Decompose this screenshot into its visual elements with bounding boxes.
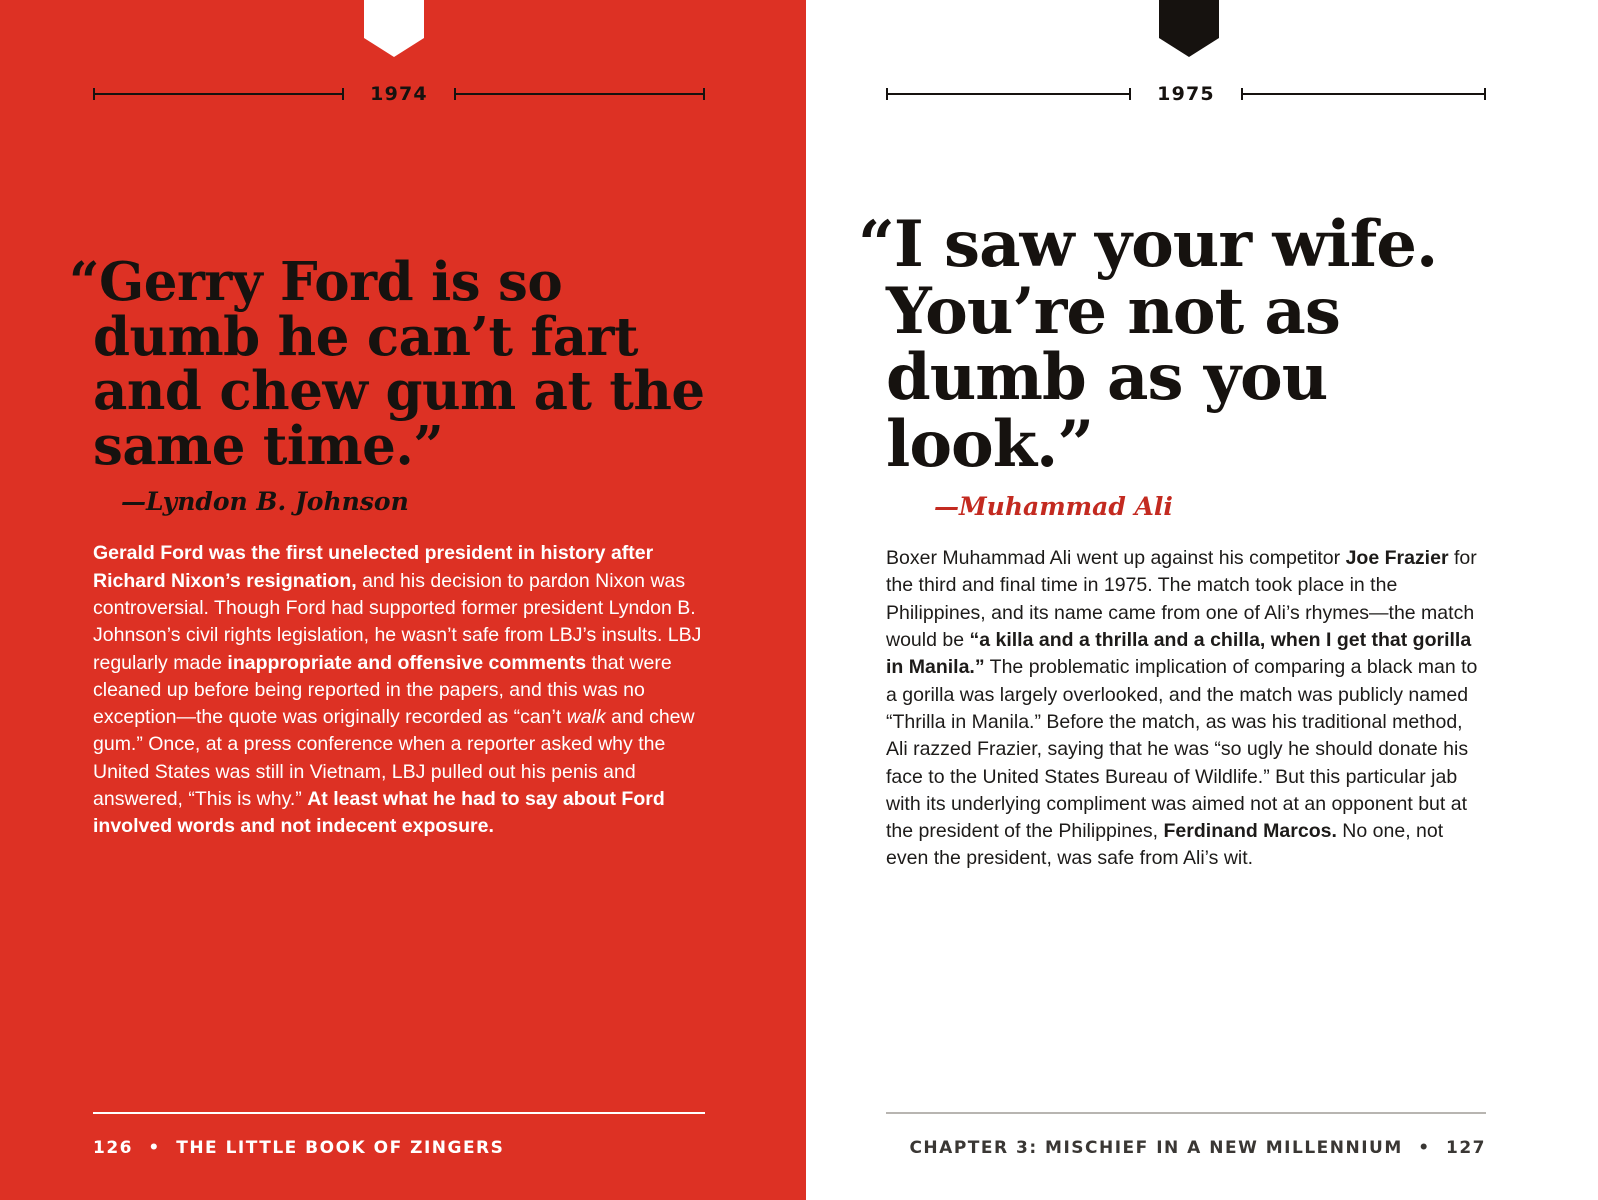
right-page: [806, 0, 1598, 1200]
page-number: 126: [93, 1138, 133, 1158]
year-label: 1974: [370, 83, 428, 105]
ribbon-notch: [1159, 38, 1219, 57]
footer-separator: •: [148, 1138, 161, 1158]
bookmark-ribbon-icon: [364, 0, 424, 56]
page-number: 127: [1446, 1138, 1486, 1158]
footer-text: [909, 1138, 1486, 1158]
bookmark-ribbon-icon: [1159, 0, 1219, 56]
ribbon-notch: [364, 38, 424, 57]
year-label: 1975: [1157, 83, 1215, 105]
pull-quote: “I saw your wife. You’re not as dumb as you look.”: [858, 207, 1438, 482]
year-rule-left: [886, 93, 1131, 95]
ribbon-body: [1159, 0, 1219, 38]
chapter-title: CHAPTER 3: MISCHIEF IN A NEW MILLENNIUM: [909, 1138, 1403, 1158]
year-header-right: [886, 82, 1486, 106]
year-rule-right: [454, 93, 705, 95]
pull-quote: “Gerry Ford is so dumb he can’t fart and chew gum at the same time.”: [69, 251, 705, 477]
ribbon-body: [364, 0, 424, 38]
year-rule-right: [1241, 93, 1486, 95]
book-title: THE LITTLE BOOK OF ZINGERS: [176, 1138, 505, 1158]
quote-attribution: —Muhammad Ali: [934, 492, 1173, 522]
quote-attribution: —Lyndon B. Johnson: [121, 487, 409, 517]
year-rule-left: [93, 93, 344, 95]
footer-separator: •: [1418, 1138, 1431, 1158]
footer-divider: [93, 1112, 705, 1114]
body-paragraph: Boxer Muhammad Ali went up against his competitor Joe Frazier for the third and final time in 1975. The match took place in the Philippines, and its name came from one of Ali’s rhymes—the match would be “a killa and a thrilla and a chilla, when I get that gorilla in Manila.” The problematic implication of comparing a black man to a gorilla was largely overlooked, and the match was publicly named “Thrilla in Manila.” Before the match, as was his traditional method, Ali razzed Frazier, saying that he was “so ugly he should donate his face to the United States Bureau of Wildlife.” But this particular jab with its underlying compliment was aimed not at an opponent but at the president of the Philippines, Ferdinand Marcos. No one, not even the president, was safe from Ali’s wit.: [886, 547, 1478, 870]
footer-text: [93, 1138, 504, 1158]
right-page-content: [858, 207, 1486, 873]
footer-divider: [886, 1112, 1486, 1114]
left-page-content: [69, 251, 708, 841]
year-header-left: [93, 82, 705, 106]
body-paragraph: Gerald Ford was the first unelected president in history after Richard Nixon’s resignation, and his decision to pardon Nixon was controversial. Though Ford had supported former president Lyndon B. Johnson’s civil rights legislation, he wasn’t safe from LBJ’s insults. LBJ regularly made inappropriate and offensive comments that were cleaned up before being reported in the papers, and this was no exception—the quote was originally recorded as “can’t walk and chew gum.” Once, at a press conference when a reporter asked why the United States was still in Vietnam, LBJ pulled out his penis and answered, “This is why.” At least what he had to say about Ford involved words and not indecent exposure.: [93, 542, 702, 838]
